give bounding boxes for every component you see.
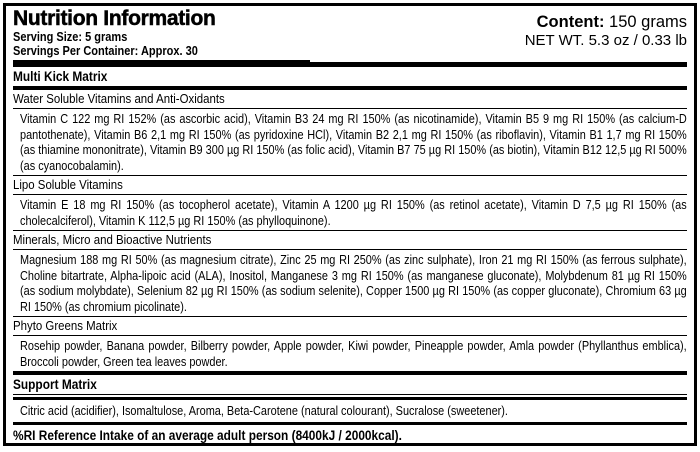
net-weight: NET WT. 5.3 oz / 0.33 lb	[524, 32, 687, 49]
section-body-lipo-soluble: Vitamin E 18 mg RI 150% (as tocopherol acetate), Vitamin A 1200 µg RI 150% (as retinol acetate), Vitamin D 7,5 µg RI 150% (as cholecalciferol), Vitamin K 112,5 µg RI 150% (as phylloquinone).	[13, 195, 687, 231]
support-title: Support Matrix	[13, 375, 687, 395]
section-body-water-soluble: Vitamin C 122 mg RI 152% (as ascorbic acid), Vitamin B3 24 mg RI 150% (as nicotinamide), Vitamin B5 9 mg RI 150% (as calcium-D pantothenate), Vitamin B6 2,1 mg RI 150% (as pyridoxine HCl), Vitamin B2 2,1 mg RI 150% (as riboflavin), Vitamin B1 1,7 mg RI 150% (as thiamine mononitrate), Vitamin B9 300 µg RI 150% (as folic acid), Vitamin B7 75 µg RI 150% (as biotin), Vitamin B12 12,5 µg RI 500% (as cyanocobalamin).	[13, 109, 687, 176]
label-header	[13, 8, 687, 58]
section-body-minerals: Magnesium 188 mg RI 50% (as magnesium citrate), Zinc 25 mg RI 250% (as zinc sulphate), Iron 21 mg RI 150% (as ferrous sulphate), Choline bitartrate, Alpha-lipoic acid (ALA), Inositol, Manganese 3 mg RI 150% (as manganese gluconate), Molybdenum 81 µg RI 150% (as sodium molybdate), Selenium 82 µg RI 150% (as sodium selenite), Copper 1500 µg RI 150% (as copper gluconate), Chromium 63 µg RI 150% (as chromium picolinate).	[13, 250, 687, 317]
section-header-water-soluble: Water Soluble Vitamins and Anti-Oxidants	[13, 90, 687, 109]
servings-per-container: Servings Per Container: Approx. 30	[13, 44, 198, 58]
section-header-phyto-greens: Phyto Greens Matrix	[13, 317, 687, 336]
header-left	[13, 8, 223, 58]
header-right	[525, 8, 687, 49]
section-header-minerals: Minerals, Micro and Bioactive Nutrients	[13, 231, 687, 250]
divider-header-thick	[13, 60, 687, 67]
ri-footnote: %RI Reference Intake of an average adult person (8400kJ / 2000kcal).	[13, 428, 402, 443]
label-title: Nutrition Information	[13, 7, 216, 30]
section-header-lipo-soluble: Lipo Soluble Vitamins	[13, 176, 687, 195]
nutrition-label	[3, 3, 697, 446]
section-body-phyto-greens: Rosehip powder, Banana powder, Bilberry powder, Apple powder, Kiwi powder, Pineapple powder, Amla powder (Phyllanthus emblica), Broccoli powder, Green tea leaves powder.	[20, 338, 687, 369]
content-label: Content:	[536, 13, 605, 31]
support-body: Citric acid (acidifier), Isomaltulose, Aroma, Beta-Carotene (natural colourant), Sucralose (sweetener).	[20, 403, 508, 418]
content-value: 150 grams	[604, 13, 687, 31]
content-line	[525, 13, 687, 32]
matrix-title: Multi Kick Matrix	[13, 69, 108, 84]
serving-size: Serving Size: 5 grams	[13, 30, 128, 44]
